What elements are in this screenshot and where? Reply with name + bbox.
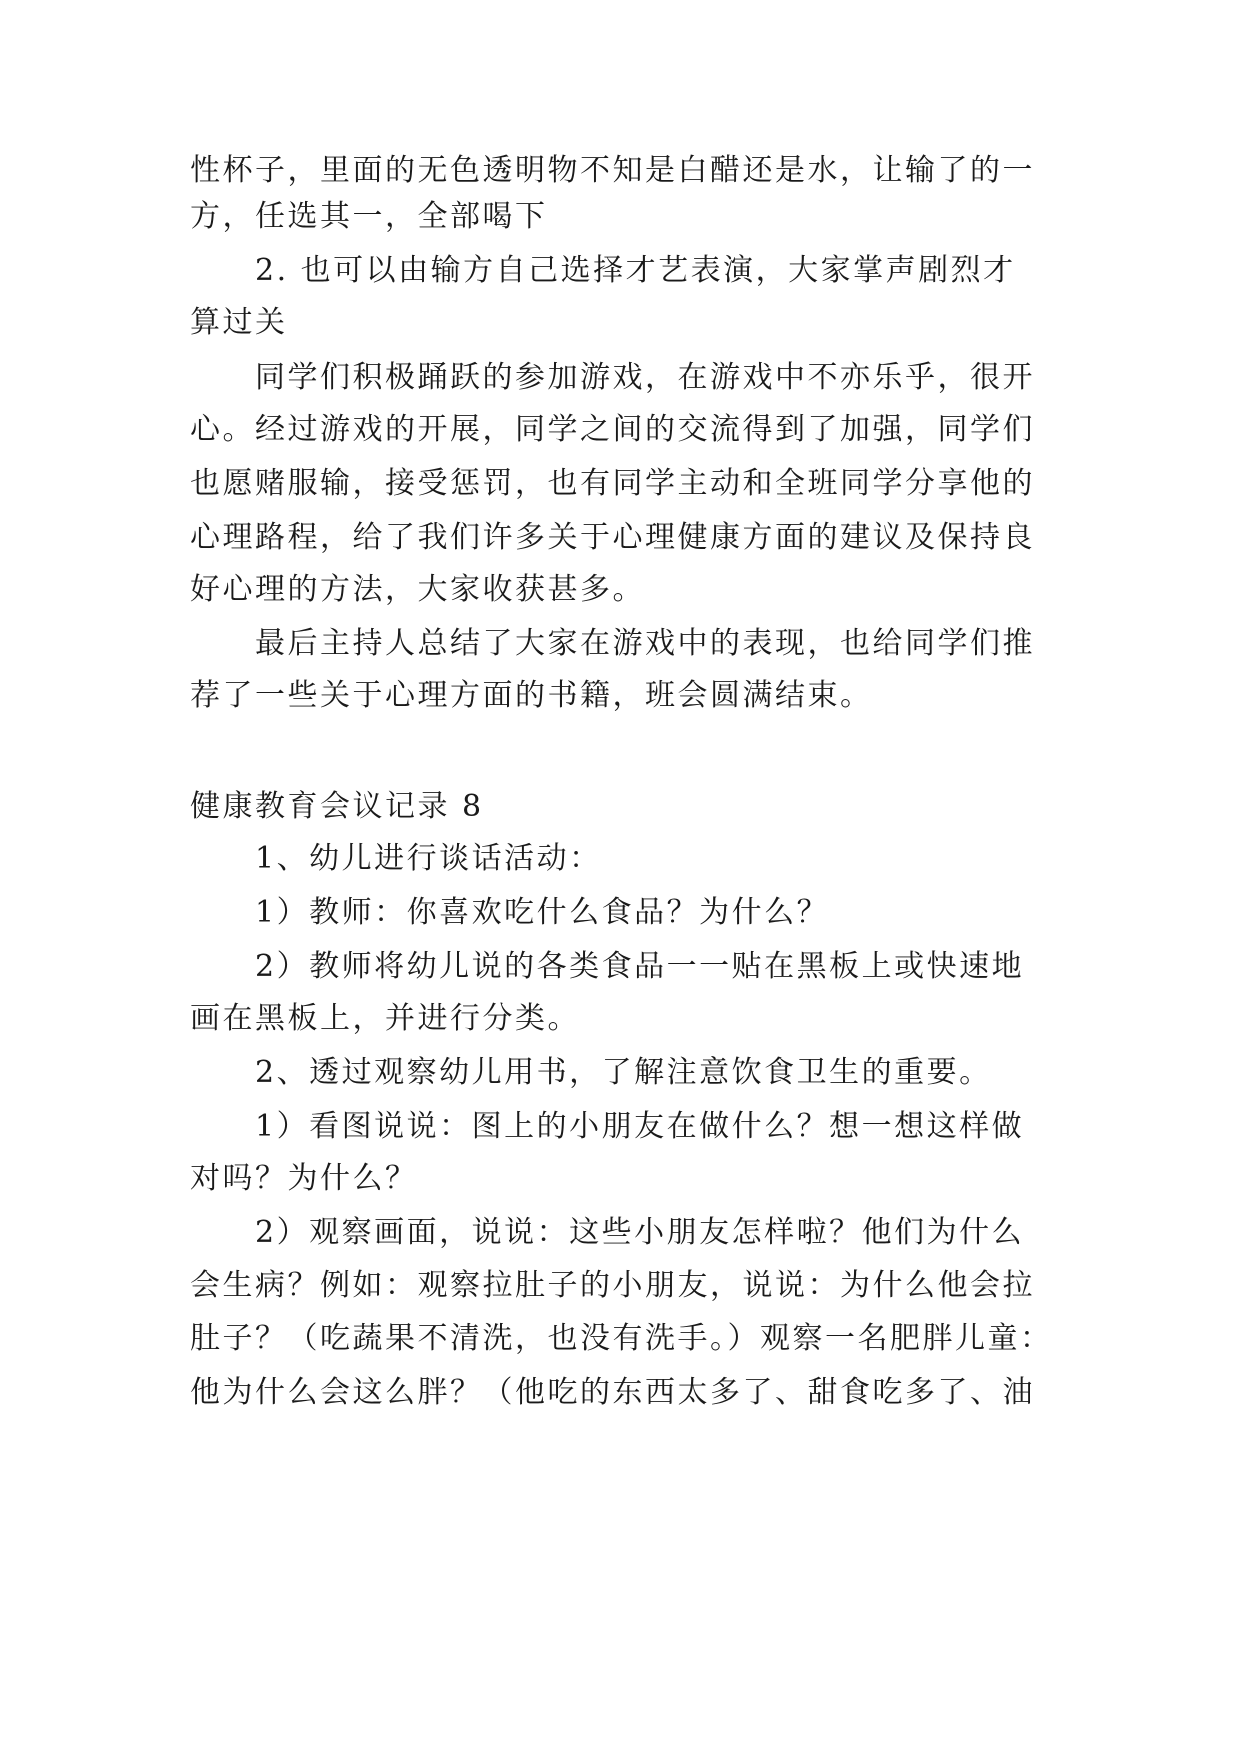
paragraph-line: 好心理的方法，大家收获甚多。 (190, 572, 645, 607)
paragraph-line: 2、透过观察幼儿用书，了解注意饮食卫生的重要。 (255, 1055, 992, 1090)
paragraph-line: 肚子？（吃蔬果不清洗，也没有洗手。）观察一名肥胖儿童： (190, 1321, 1053, 1356)
section-heading: 健康教育会议记录 8 (190, 789, 484, 824)
paragraph-line: 方，任选其一，全部喝下 (190, 199, 548, 234)
paragraph-line: 对吗？为什么？ (190, 1161, 418, 1196)
paragraph-line: 会生病？例如：观察拉肚子的小朋友，说说：为什么他会拉 (190, 1268, 1035, 1303)
paragraph-line: 心。经过游戏的开展，同学之间的交流得到了加强，同学们 (190, 412, 1035, 447)
paragraph-line: 心理路程，给了我们许多关于心理健康方面的建议及保持良 (190, 520, 1035, 555)
paragraph-line: 画在黑板上，并进行分类。 (190, 1001, 580, 1036)
paragraph-line: 2）教师将幼儿说的各类食品一一贴在黑板上或快速地 (255, 949, 1025, 984)
paragraph-line: 荐了一些关于心理方面的书籍，班会圆满结束。 (190, 678, 873, 713)
paragraph-line: 他为什么会这么胖？（他吃的东西太多了、甜食吃多了、油 (190, 1375, 1035, 1410)
paragraph-line: 1、幼儿进行谈话活动： (255, 841, 602, 876)
paragraph-line: 1）教师：你喜欢吃什么食品？为什么？ (255, 895, 830, 930)
paragraph-line: 同学们积极踊跃的参加游戏，在游戏中不亦乐乎，很开 (255, 360, 1035, 395)
paragraph-line: 算过关 (190, 305, 288, 340)
paragraph-line: 2. 也可以由输方自己选择才艺表演，大家掌声剧烈才 (255, 253, 1016, 288)
paragraph-line: 也愿赌服输，接受惩罚，也有同学主动和全班同学分享他的 (190, 466, 1035, 501)
paragraph-line: 2）观察画面，说说：这些小朋友怎样啦？他们为什么 (255, 1215, 1025, 1250)
paragraph-line: 性杯子，里面的无色透明物不知是白醋还是水，让输了的一 (190, 153, 1035, 188)
paragraph-line: 1）看图说说：图上的小朋友在做什么？想一想这样做 (255, 1109, 1025, 1144)
paragraph-line: 最后主持人总结了大家在游戏中的表现，也给同学们推 (255, 626, 1035, 661)
